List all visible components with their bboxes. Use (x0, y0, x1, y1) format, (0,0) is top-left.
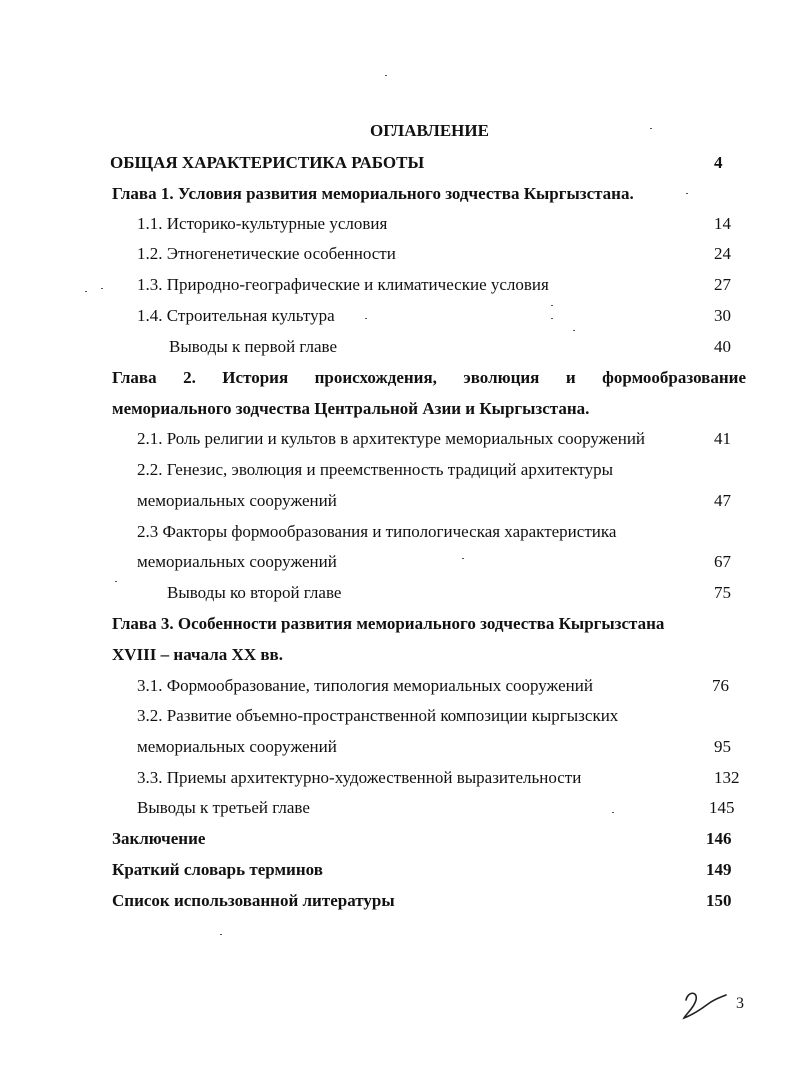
toc-label: мемориальных сооружений (137, 491, 337, 510)
scan-speck (365, 318, 367, 319)
toc-label: мемориального зодчества Центральной Азии и Кыргызстана. (112, 399, 590, 418)
page-number: 3 (736, 995, 744, 1012)
toc-page-number: 150 (706, 891, 732, 910)
toc-label: 3.1. Формообразование, типология мемориальных сооружений (137, 676, 593, 695)
toc-page-number: 4 (714, 153, 723, 172)
toc-label: Глава 1. Условия развития мемориального зодчества Кыргызстана. (112, 184, 634, 203)
toc-page-number: 146 (706, 829, 732, 848)
toc-label: Список использованной литературы (112, 891, 395, 910)
scan-speck (612, 812, 614, 813)
toc-label: 1.3. Природно-географические и климатические условия (137, 275, 549, 294)
toc-page-number: 40 (714, 337, 731, 356)
toc-label: Краткий словарь терминов (112, 860, 323, 879)
toc-label: Выводы к первой главе (169, 337, 338, 356)
toc-label: 2.3 Факторы формообразования и типологическая характеристика (137, 522, 617, 541)
toc-page-number: 149 (706, 860, 732, 879)
toc-label: Заключение (112, 829, 206, 848)
toc-label: мемориальных сооружений (137, 552, 337, 571)
scan-speck (650, 128, 652, 129)
toc-page-number: 76 (712, 676, 729, 695)
page-title: ОГЛАВЛЕНИЕ (370, 121, 489, 140)
scan-speck (220, 934, 222, 935)
scan-speck (85, 291, 87, 292)
toc-label: 1.4. Строительная культура (137, 306, 335, 325)
scan-speck (462, 558, 464, 559)
scan-speck (115, 581, 117, 582)
toc-page-number: 14 (714, 214, 731, 233)
scan-speck (385, 75, 387, 76)
toc-label: Глава 3. Особенности развития мемориального зодчества Кыргызстана (112, 614, 665, 633)
scan-speck (573, 330, 575, 331)
scan-speck (101, 288, 103, 289)
toc-page-number: 95 (714, 737, 731, 756)
toc-label: 3.3. Приемы архитектурно-художественной выразительности (137, 768, 582, 787)
toc-label: XVIII – начала XX вв. (112, 645, 283, 664)
toc-label: 2.1. Роль религии и культов в архитектуре мемориальных сооружений (137, 429, 646, 448)
toc-label: 1.1. Историко-культурные условия (137, 214, 388, 233)
toc-label: Выводы ко второй главе (167, 583, 342, 602)
toc-page-number: 41 (714, 429, 731, 448)
toc-label: 3.2. Развитие объемно-пространственной композиции кыргызских (137, 706, 619, 725)
toc-page-number: 27 (714, 275, 731, 294)
scan-speck (686, 193, 688, 194)
scan-speck (551, 305, 553, 306)
toc-label: мемориальных сооружений (137, 737, 337, 756)
toc-page-number: 75 (714, 583, 731, 602)
toc-label: 1.2. Этногенетические особенности (137, 244, 396, 263)
toc-label: Выводы к третьей главе (137, 798, 310, 817)
toc-page-number: 67 (714, 552, 731, 571)
toc-page-number: 24 (714, 244, 731, 263)
toc-label: 2.2. Генезис, эволюция и преемственность традиций архитектуры (137, 460, 614, 479)
toc-page-number: 145 (709, 798, 735, 817)
toc-page-number: 30 (714, 306, 731, 325)
toc-label: ОБЩАЯ ХАРАКТЕРИСТИКА РАБОТЫ (110, 153, 425, 172)
toc-page-number: 132 (714, 768, 740, 787)
handwritten-signature-icon (680, 988, 730, 1022)
chapter-2-heading-line-1: Глава 2. История происхождения, эволюция и формообразование (112, 368, 746, 387)
toc-page-number: 47 (714, 491, 731, 510)
scan-speck (551, 318, 553, 319)
